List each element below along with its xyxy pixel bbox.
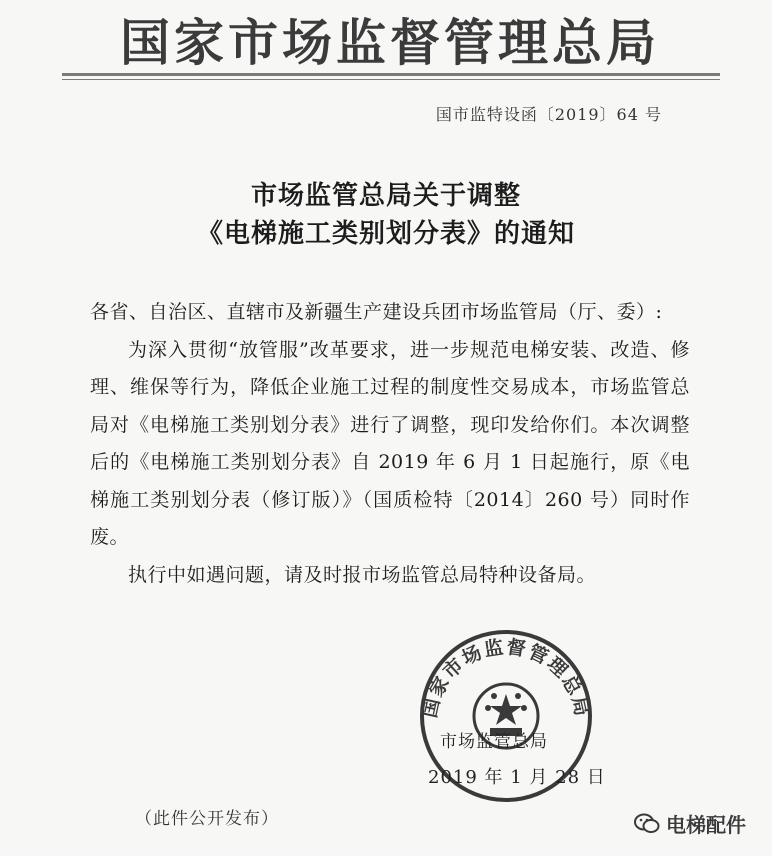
watermark-label: 电梯配件 (666, 813, 746, 837)
title-line-2: 《电梯施工类别划分表》的通知 (196, 219, 575, 249)
seal-text: 国家市场监督管理总局 (418, 636, 594, 720)
document-body (90, 294, 690, 594)
header-rule-thin (62, 79, 720, 80)
issue-date: 2019 年 1 月 28 日 (428, 767, 606, 788)
org-header: 国家市场监督管理总局 (120, 13, 660, 72)
wechat-icon (634, 813, 660, 835)
document-number: 国市监特设函〔2019〕64 号 (435, 105, 662, 124)
paragraph-1: 为深入贯彻“放管服”改革要求，进一步规范电梯安装、改造、修理、维保等行为，降低企业施工过程的制度性交易成本，市场监管总局对《电梯施工类别划分表》进行了调整，现印发给你们。本次调整后的《电梯施工类别划分表》自 2019 年 6 月 1 日起施行，原《电梯施工类别划分表（修订版）》（国质检特〔2014〕260 号）同时作废。 (90, 338, 690, 548)
salutation: 各省、自治区、直辖市及新疆生产建设兵团市场监管局（厅、委）: (90, 301, 663, 323)
issuer: 市场监管总局 (440, 732, 548, 752)
header-rule-thick (62, 73, 720, 76)
title-line-1: 市场监管总局关于调整 (250, 181, 521, 211)
watermark (634, 809, 746, 838)
publication-note: （此件公开发布） (135, 809, 279, 829)
paragraph-2: 执行中如遇问题，请及时报市场监管总局特种设备局。 (128, 563, 597, 586)
